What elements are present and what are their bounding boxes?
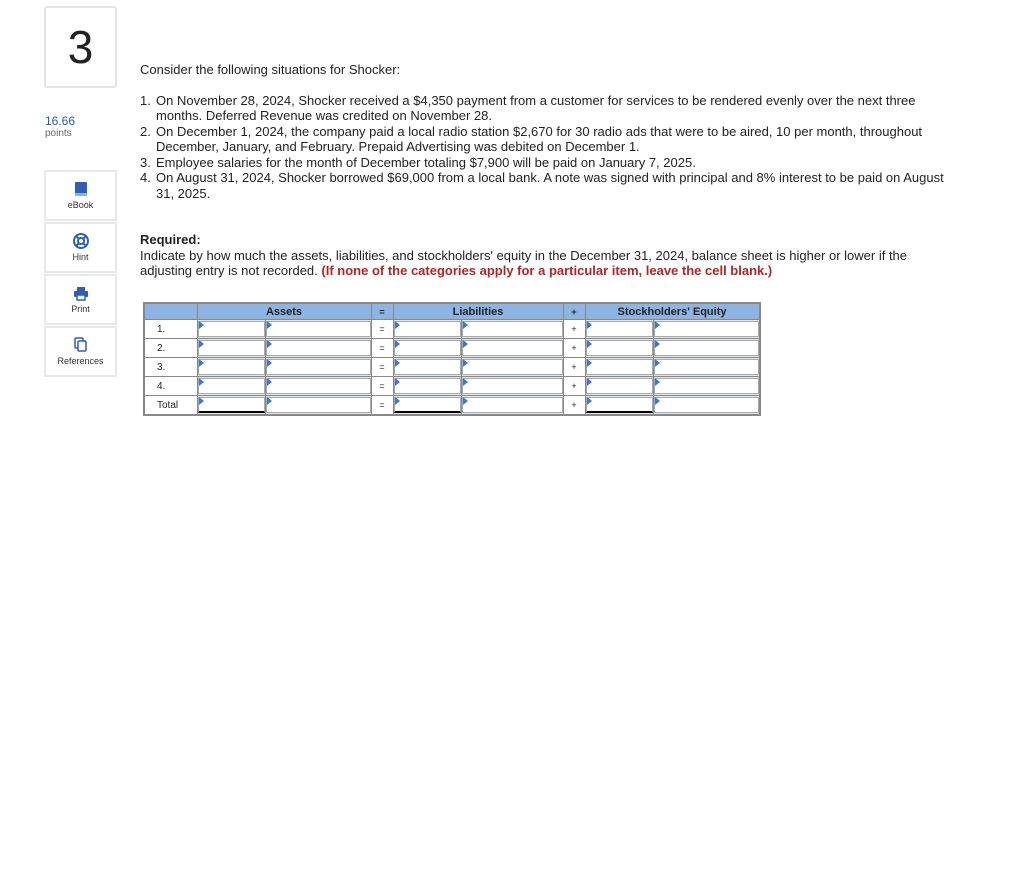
assets-amount-cell — [265, 320, 371, 339]
liabilities-amount-cell — [461, 358, 563, 377]
table-row — [144, 377, 760, 396]
book-icon — [74, 181, 88, 197]
assets-direction-input[interactable] — [198, 378, 265, 394]
liabilities-direction-input[interactable] — [394, 340, 461, 356]
equity-amount-input[interactable] — [654, 378, 759, 394]
assets-amount-cell — [265, 396, 371, 416]
plus-sign: + — [563, 339, 585, 358]
liabilities-direction-cell — [393, 320, 461, 339]
assets-direction-input[interactable] — [198, 321, 265, 337]
equals-sign: = — [371, 396, 393, 416]
table-row — [144, 320, 760, 339]
required-section — [140, 232, 960, 279]
points-label: points — [45, 128, 72, 139]
assets-amount-cell — [265, 377, 371, 396]
liabilities-direction-cell — [393, 377, 461, 396]
balance-effect-table — [143, 302, 761, 416]
header-plus: + — [563, 303, 585, 320]
equity-total-direction-input[interactable] — [586, 397, 653, 413]
hint-button[interactable] — [44, 222, 117, 273]
assets-amount-input[interactable] — [266, 378, 371, 394]
question-content — [140, 62, 960, 279]
ebook-button[interactable] — [44, 170, 117, 221]
print-label: Print — [71, 303, 90, 314]
liabilities-total-amount-input[interactable] — [462, 397, 563, 413]
liabilities-amount-cell — [461, 377, 563, 396]
equity-direction-cell — [585, 339, 653, 358]
equals-sign: = — [371, 377, 393, 396]
liabilities-direction-cell — [393, 396, 461, 416]
assets-amount-cell — [265, 339, 371, 358]
liabilities-direction-input[interactable] — [394, 321, 461, 337]
equity-amount-input[interactable] — [654, 340, 759, 356]
situation-item: 3. Employee salaries for the month of December totaling $7,900 will be paid on January 7, 2025. — [140, 154, 696, 170]
assets-direction-input[interactable] — [198, 359, 265, 375]
liabilities-amount-input[interactable] — [462, 359, 563, 375]
table-row — [144, 339, 760, 358]
equals-sign: = — [371, 358, 393, 377]
required-heading: Required: — [140, 232, 201, 247]
plus-sign: + — [563, 396, 585, 416]
table-row — [144, 358, 760, 377]
assets-amount-input[interactable] — [266, 340, 371, 356]
equity-amount-cell — [653, 358, 760, 377]
total-row — [144, 396, 760, 416]
situation-item: 4. On August 31, 2024, Shocker borrowed $69,000 from a local bank. A note was signed with principal and 8% interest to be paid on August 31, 2025. — [140, 170, 944, 201]
intro-text: Consider the following situations for Shocker: — [140, 62, 401, 77]
liabilities-direction-cell — [393, 339, 461, 358]
header-liabilities: Liabilities — [393, 303, 563, 320]
header-blank — [144, 303, 197, 320]
equity-direction-cell — [585, 377, 653, 396]
assets-direction-cell — [197, 320, 265, 339]
lifebuoy-icon — [73, 233, 89, 249]
points-block — [45, 114, 75, 139]
assets-amount-cell — [265, 358, 371, 377]
assets-total-direction-input[interactable] — [198, 397, 265, 413]
liabilities-amount-input[interactable] — [462, 321, 563, 337]
situation-item: 2. On December 1, 2024, the company paid a local radio station $2,670 for 30 radio ads that were to be aired, 10 per month, throughout December, January, and February. Prepaid Advertising was debited on December 1. — [140, 123, 923, 154]
equity-total-amount-input[interactable] — [654, 397, 759, 413]
row-label: 3. — [144, 358, 197, 377]
header-equity: Stockholders' Equity — [585, 303, 760, 320]
equity-amount-cell — [653, 320, 760, 339]
assets-direction-cell — [197, 377, 265, 396]
equity-direction-input[interactable] — [586, 359, 653, 375]
plus-sign: + — [563, 320, 585, 339]
liabilities-amount-cell — [461, 320, 563, 339]
equity-direction-input[interactable] — [586, 321, 653, 337]
header-assets: Assets — [197, 303, 371, 320]
assets-direction-cell — [197, 358, 265, 377]
situation-item: 1. On November 28, 2024, Shocker received a $4,350 payment from a customer for services to be rendered evenly over the next three months. Deferred Revenue was credited on November 28. — [140, 92, 916, 123]
liabilities-total-direction-input[interactable] — [394, 397, 461, 413]
required-instructions — [140, 248, 960, 279]
question-number: 3 — [44, 6, 117, 88]
liabilities-direction-input[interactable] — [394, 359, 461, 375]
equity-amount-cell — [653, 339, 760, 358]
ebook-label: eBook — [67, 200, 94, 210]
equity-direction-cell — [585, 358, 653, 377]
liabilities-direction-input[interactable] — [394, 378, 461, 394]
copy-icon — [74, 337, 88, 353]
plus-sign: + — [563, 377, 585, 396]
plus-sign: + — [563, 358, 585, 377]
header-equals: = — [371, 303, 393, 320]
liabilities-direction-cell — [393, 358, 461, 377]
required-note: (If none of the categories apply for a particular item, leave the cell blank.) — [321, 263, 773, 278]
liabilities-amount-input[interactable] — [462, 378, 563, 394]
assets-direction-cell — [197, 396, 265, 416]
equity-direction-cell — [585, 320, 653, 339]
row-label: 2. — [144, 339, 197, 358]
liabilities-amount-cell — [461, 396, 563, 416]
equity-amount-cell — [653, 396, 760, 416]
equity-amount-input[interactable] — [654, 321, 759, 337]
references-button[interactable] — [44, 326, 117, 377]
liabilities-amount-cell — [461, 339, 563, 358]
row-label: 1. — [144, 320, 197, 339]
equity-direction-input[interactable] — [586, 340, 653, 356]
printer-icon — [73, 286, 89, 301]
assets-amount-input[interactable] — [266, 321, 371, 337]
print-button[interactable] — [44, 274, 117, 325]
assets-total-amount-input[interactable] — [266, 397, 371, 413]
equity-amount-input[interactable] — [654, 359, 759, 375]
equals-sign: = — [371, 320, 393, 339]
assets-amount-input[interactable] — [266, 359, 371, 375]
required-text: Indicate by how much the assets, liabilities, and stockholders' equity in the December 31, 2024, balance sheet is higher or lower if the adjusting entry is not recorded. — [140, 247, 908, 278]
hint-label: Hint — [72, 252, 89, 262]
equals-sign: = — [371, 339, 393, 358]
row-label: 4. — [144, 377, 197, 396]
assets-direction-input[interactable] — [198, 340, 265, 356]
points-value: 16.66 — [45, 114, 76, 128]
assets-direction-cell — [197, 339, 265, 358]
equity-direction-cell — [585, 396, 653, 416]
table-header-row — [144, 303, 760, 320]
equity-direction-input[interactable] — [586, 378, 653, 394]
equity-amount-cell — [653, 377, 760, 396]
situations-list — [140, 93, 960, 202]
row-label-total: Total — [144, 396, 197, 416]
references-label: References — [57, 356, 104, 366]
liabilities-amount-input[interactable] — [462, 340, 563, 356]
